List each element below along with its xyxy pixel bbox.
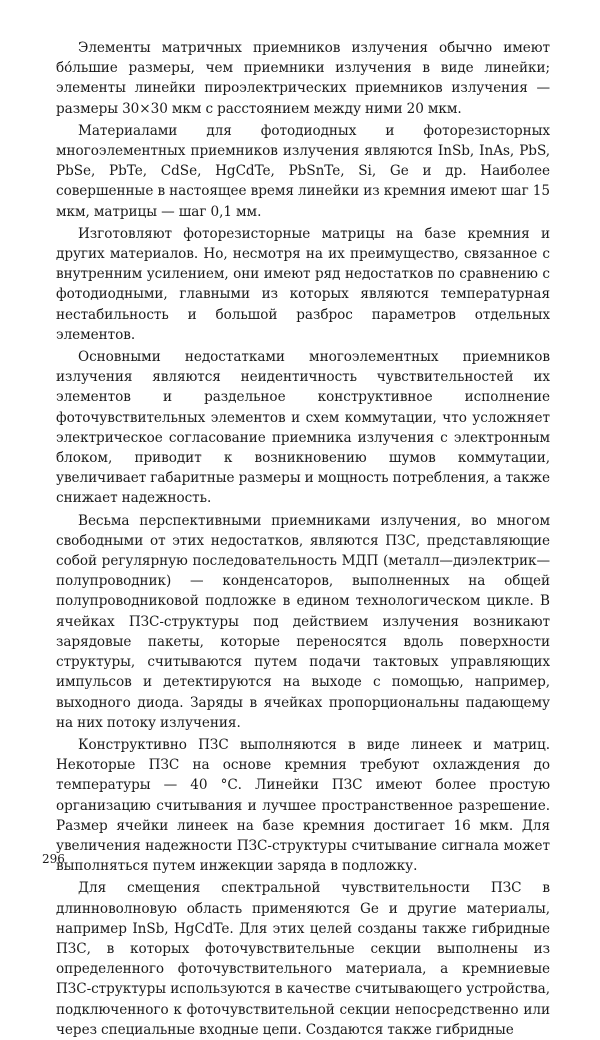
paragraph-3: Изготовляют фоторезисторные матрицы на базе кремния и других материалов. Но, несмотря на их преимущество, связанное с внутренним усилением, они имеют ряд недостатков по сравнению с фотодиодными, главными из которых являются температурная нестабильность и большой разброс параметров отдельных элементов. (56, 225, 550, 343)
paragraph-1: Элементы матричных приемников излучения обычно имеют бо́льшие размеры, чем приемники излучения в виде линейки; элементы линейки пироэлектрических приемников излучения — размеры 30×30 мкм с расстоянием между ними 20 мкм. (56, 40, 550, 117)
paragraph-2: Материалами для фотодиодных и фоторезисторных многоэлементных приемников излучения являются InSb, InAs, PbS, PbSe, PbTe, CdSe, HgCdTe, PbSnTe, Si, Ge и др. Наиболее совершенные в настоящее время линейки из кремния имеют шаг 15 мкм, матрицы — шаг 0,1 мм. (56, 122, 550, 220)
page-number: 296 (42, 852, 65, 866)
paragraph-5: Весьма перспективными приемниками излучения, во многом свободными от этих недостатков, являются ПЗС, представляющие собой регулярную последовательность МДП (металл—диэлектрик—полупроводник) — конденсаторов, выполненных на общей полупроводниковой подложке в едином технологическом цикле. В ячейках ПЗС-структуры под действием излучения возникают зарядовые пакеты, которые переносятся вдоль поверхности структуры, считываются путем подачи тактовых управляющих импульсов и детектируются на выходе с помощью, например, выходного диода. Заряды в ячейках пропорциональны падающему на них потоку излучения. (56, 512, 550, 731)
paragraph-7: Для смещения спектральной чувствительности ПЗС в длинноволновую область применяются Ge и другие материалы, например InSb, HgCdTe. Для этих целей созданы также гибридные ПЗС, в которых фоточувствительные секции выполнены из определенного фоточувствительного материала, а кремниевые ПЗС-структуры используются в качестве считывающего устройства, подключенного к фоточувствительной секции непосредственно или через специальные входные цепи. Создаются также гибридные (56, 880, 550, 1038)
body-text (56, 38, 550, 1040)
paragraph-4: Основными недостатками многоэлементных приемников излучения являются неидентичность чувствительностей их элементов и раздельное конструктивное исполнение фоточувствительных элементов и схем коммутации, что усложняет электрическое согласование приемника излучения с электронным блоком, приводит к возникновению шумов коммутации, увеличивает габаритные размеры и мощность потребления, а также снижает надежность. (56, 349, 550, 507)
paragraph-6: Конструктивно ПЗС выполняются в виде линеек и матриц. Некоторые ПЗС на основе кремния требуют охлаждения до температуры — 40 °С. Линейки ПЗС имеют более простую организацию считывания и лучшее пространственное разрешение. Размер ячейки линеек на базе кремния достигает 16 мкм. Для увеличения надежности ПЗС-структуры считывание сигнала может выполняться путем инжекции заряда в подложку. (56, 736, 550, 875)
